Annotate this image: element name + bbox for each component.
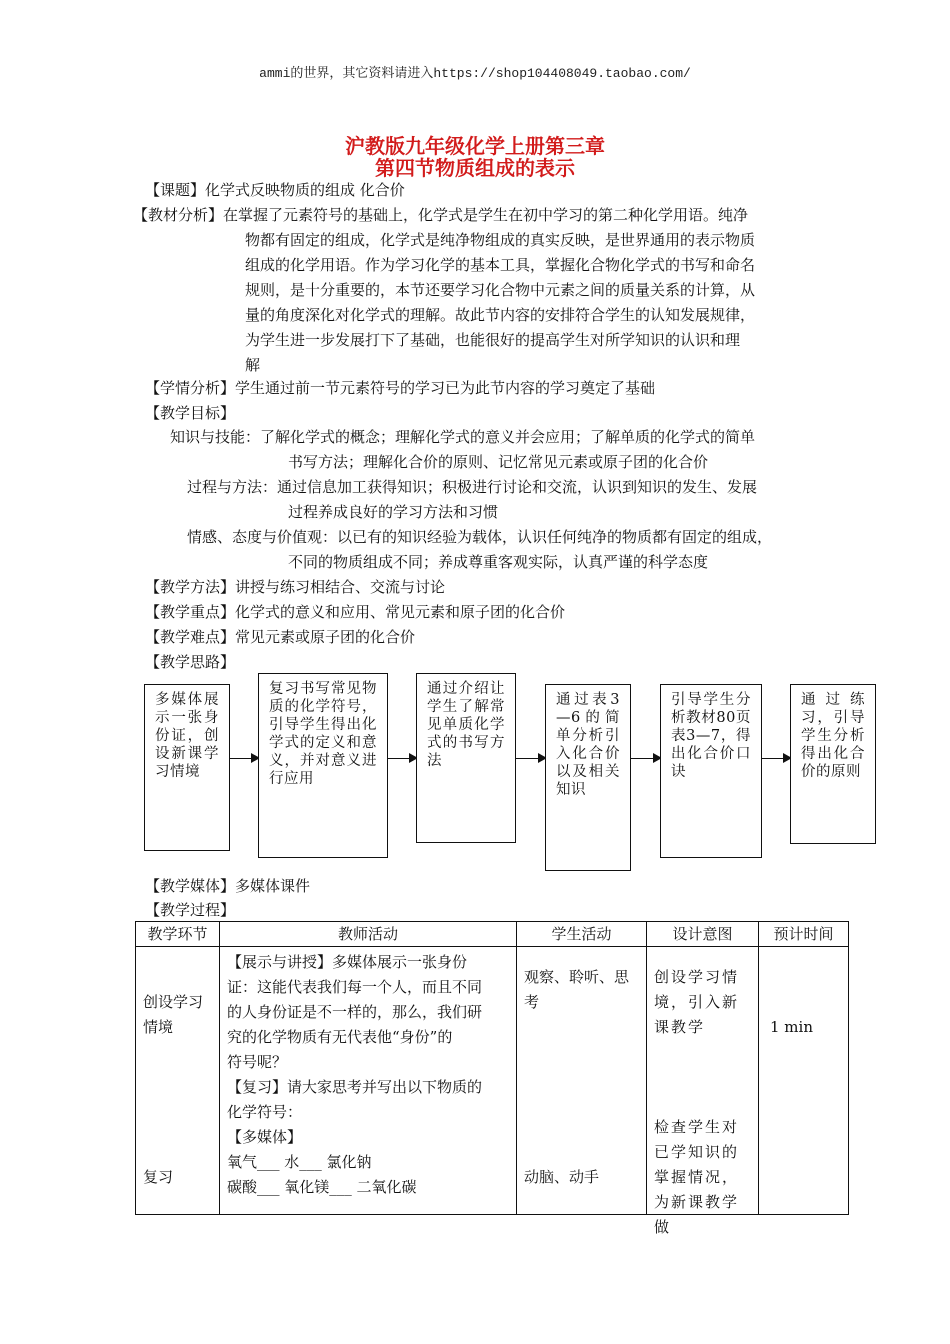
goal-knowledge [170, 425, 755, 450]
table-cell-teacher [220, 947, 517, 1215]
goals-label: 【教学目标】 [145, 404, 236, 422]
method-text: 讲授与练习相结合、交流与讨论 [235, 578, 446, 596]
time-value: 1 min [770, 1018, 813, 1036]
flow-box: 多媒体展示一张身份证，创设新课学习情境 [144, 684, 230, 851]
teacher-line: 碳酸___ 氧化镁___ 二氧化碳 [227, 1178, 417, 1196]
table-cell-intent [647, 947, 759, 1236]
difficulty-label: 【教学难点】 [145, 628, 236, 646]
difficulty-text: 常见元素或原子团的化合价 [235, 628, 416, 646]
student-analysis-row [145, 376, 655, 400]
student-analysis-text: 学生通过前一节元素符号的学习已为此节内容的学习奠定了基础 [235, 379, 656, 397]
flow-box: 通过介绍让学生了解常见单质化学式的书写方法 [416, 673, 516, 843]
media-row [145, 874, 310, 898]
table-cell-stage [136, 947, 220, 1215]
goal-knowledge-line: 了解化学式的概念；理解化学式的意义并会应用；了解单质的化学式的简单 [260, 428, 756, 446]
analysis-line: 物都有固定的组成，化学式是纯净物组成的真实反映，是世界通用的表示物质 [245, 231, 756, 249]
teacher-line: 符号呢？ [227, 1053, 288, 1071]
student-activity: 动脑、动手 [524, 1168, 600, 1186]
page-header: ammi的世界，其它资料请进入https://shop104408049.taobao.com/ [259, 66, 691, 81]
difficulty-row [145, 625, 415, 649]
flow-box: 通过表3—6的简单分析引入化合价以及相关知识 [545, 684, 631, 871]
goal-process [187, 475, 757, 500]
title-line-1: 沪教版九年级化学上册第三章 [345, 134, 605, 158]
topic-row [145, 178, 405, 202]
teacher-line: 究的化学物质有无代表他“身份”的 [227, 1028, 453, 1046]
analysis-line: 量的角度深化对化学式的理解。故此节内容的安排符合学生的认知发展规律， [245, 306, 756, 324]
flow-box: 引导学生分析教材80页表3—7，得出化合价口诀 [660, 684, 762, 858]
table-header-row [136, 922, 849, 947]
focus-row [145, 600, 565, 624]
teacher-line: 【多媒体】 [227, 1128, 303, 1146]
teacher-line: 证：这能代表我们每一个人，而且不同 [227, 978, 483, 996]
table-header: 学生活动 [517, 922, 647, 947]
stage-create: 创设学习情境 [143, 993, 204, 1036]
flow-arrow [762, 758, 790, 759]
goal-knowledge-line: 书写方法；理解化合价的原则、记忆常见元素或原子团的化合价 [288, 453, 709, 471]
goal-knowledge-label: 知识与技能： [170, 428, 261, 446]
teacher-line: 的人身份证是不一样的，那么，我们研 [227, 1003, 483, 1021]
analysis-line: 组成的化学用语。作为学习化学的基本工具，掌握化合物化学式的书写和命名 [245, 256, 756, 274]
topic-label: 【课题】 [145, 181, 206, 199]
goal-emotion-label: 情感、态度与价值观： [187, 528, 338, 546]
teacher-line: 【展示与讲授】多媒体展示一张身份 [227, 953, 468, 971]
topic-text: 化学式反映物质的组成 化合价 [205, 181, 405, 199]
process-table [135, 921, 849, 1236]
media-label: 【教学媒体】 [145, 877, 236, 895]
teacher-line: 氧气___ 水___ 氯化钠 [227, 1153, 372, 1171]
student-activity: 观察、聆听、思考 [524, 968, 630, 1011]
process-label: 【教学过程】 [145, 901, 236, 919]
table-header: 预计时间 [759, 922, 849, 947]
goal-process-label: 过程与方法： [187, 478, 278, 496]
title-line-2: 第四节物质组成的表示 [375, 156, 575, 180]
thinking-label: 【教学思路】 [145, 653, 236, 671]
teacher-line: 化学符号： [227, 1103, 303, 1121]
focus-text: 化学式的意义和应用、常见元素和原子团的化合价 [235, 603, 566, 621]
design-intent: 创设学习情境，引入新课教学 [654, 968, 740, 1036]
teacher-line: 【复习】请大家思考并写出以下物质的 [227, 1078, 483, 1096]
flow-arrow [388, 758, 416, 759]
method-row [145, 575, 445, 599]
analysis-label: 【教材分析】 [133, 206, 224, 224]
table-header: 教师活动 [220, 922, 517, 947]
flow-arrow [516, 758, 545, 759]
flow-arrow [230, 758, 258, 759]
goal-process-line: 通过信息加工获得知识；积极进行讨论和交流，认识到知识的发生、发展 [277, 478, 758, 496]
table-header: 设计意图 [647, 922, 759, 947]
goal-emotion-line: 不同的物质组成不同；养成尊重客观实际，认真严谨的科学态度 [288, 553, 709, 571]
table-row [136, 947, 849, 1215]
goal-emotion-line: 以已有的知识经验为载体，认识任何纯净的物质都有固定的组成， [337, 528, 773, 546]
media-text: 多媒体课件 [235, 877, 311, 895]
design-intent: 检查学生对已学知识的掌握情况，为新课教学做 [654, 1118, 740, 1236]
flow-box: 复习书写常见物质的化学符号，引导学生得出化学式的定义和意义，并对意义进行应用 [258, 673, 388, 858]
analysis-line: 为学生进一步发展打下了基础，也能很好的提高学生对所学知识的认识和理 [245, 331, 741, 349]
flow-box: 通过练习，引导学生分析得出化合价的原则 [790, 684, 876, 844]
method-label: 【教学方法】 [145, 578, 236, 596]
flow-arrow [631, 758, 660, 759]
table-header: 教学环节 [136, 922, 220, 947]
analysis-line: 解 [245, 356, 261, 374]
table-cell-time [759, 947, 849, 1215]
goal-process-line: 过程养成良好的学习方法和习惯 [288, 503, 499, 521]
goal-emotion [187, 525, 772, 550]
student-analysis-label: 【学情分析】 [145, 379, 236, 397]
stage-review: 复习 [143, 1168, 174, 1186]
analysis-line: 在掌握了元素符号的基础上，化学式是学生在初中学习的第二种化学用语。纯净 [223, 206, 749, 224]
focus-label: 【教学重点】 [145, 603, 236, 621]
table-cell-student [517, 947, 647, 1215]
analysis-line: 规则，是十分重要的，本节还要学习化合物中元素之间的质量关系的计算，从 [245, 281, 756, 299]
